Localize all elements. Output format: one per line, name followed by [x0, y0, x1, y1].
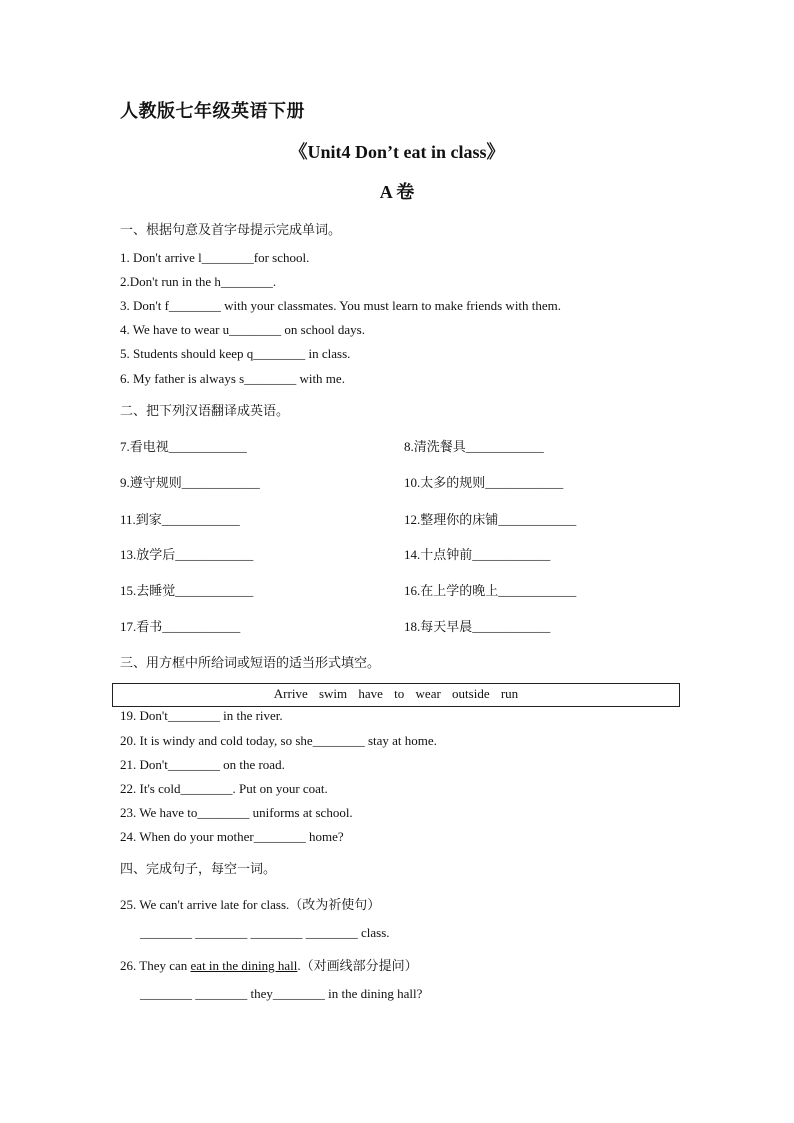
question-2: 2.Don't run in the h________.	[120, 274, 277, 289]
unit-title: 《Unit4 Don’t eat in class》	[289, 142, 505, 162]
question-17: 17.看书____________	[120, 619, 241, 634]
question-5: 5. Students should keep q________ in class.	[120, 346, 351, 361]
question-22: 22. It's cold________. Put on your coat.	[120, 781, 328, 796]
question-23: 23. We have to________ uniforms at school.	[120, 805, 353, 820]
question-19: 19. Don't________ in the river.	[120, 708, 283, 723]
section4-heading: 四、完成句子，每空一词。	[120, 862, 277, 877]
question-6: 6. My father is always s________ with me.	[120, 371, 345, 386]
question-9: 9.遵守规则____________	[120, 475, 260, 490]
question-26-suffix: .（对画线部分提问）	[297, 958, 418, 973]
question-26	[120, 955, 418, 974]
question-26-answer: ________ ________ they________ in the dining hall?	[140, 986, 423, 1001]
section2-heading: 二、把下列汉语翻译成英语。	[120, 404, 290, 419]
question-1: 1. Don't arrive l________for school.	[120, 250, 310, 265]
section1-heading: 一、根据句意及首字母提示完成单词。	[120, 223, 342, 238]
question-25-answer: ________ ________ ________ ________ class.	[140, 925, 390, 940]
question-18: 18.每天早晨____________	[404, 619, 551, 634]
question-20: 20. It is windy and cold today, so she________ stay at home.	[120, 733, 437, 748]
question-15: 15.去睡觉____________	[120, 583, 254, 598]
question-8: 8.清洗餐具____________	[404, 439, 544, 454]
question-25: 25. We can't arrive late for class.（改为祈使句）	[120, 897, 381, 912]
word-box: Arrive swim have to wear outside run	[112, 683, 680, 707]
question-11: 11.到家____________	[120, 512, 240, 527]
question-26-prefix: 26. They can	[120, 958, 191, 973]
question-16: 16.在上学的晚上____________	[404, 583, 577, 598]
question-26-underlined: eat in the dining hall	[190, 958, 298, 973]
book-title: 人教版七年级英语下册	[120, 101, 305, 122]
question-13: 13.放学后____________	[120, 547, 254, 562]
section3-heading: 三、用方框中所给词或短语的适当形式填空。	[120, 656, 381, 671]
question-14: 14.十点钟前____________	[404, 547, 551, 562]
question-21: 21. Don't________ on the road.	[120, 757, 285, 772]
question-4: 4. We have to wear u________ on school days.	[120, 322, 365, 337]
question-3: 3. Don't f________ with your classmates. You must learn to make friends with them.	[120, 298, 562, 313]
question-24: 24. When do your mother________ home?	[120, 829, 344, 844]
question-7: 7.看电视____________	[120, 439, 247, 454]
volume-label: A 卷	[379, 182, 415, 202]
question-12: 12.整理你的床铺____________	[404, 512, 577, 527]
question-10: 10.太多的规则____________	[404, 475, 564, 490]
